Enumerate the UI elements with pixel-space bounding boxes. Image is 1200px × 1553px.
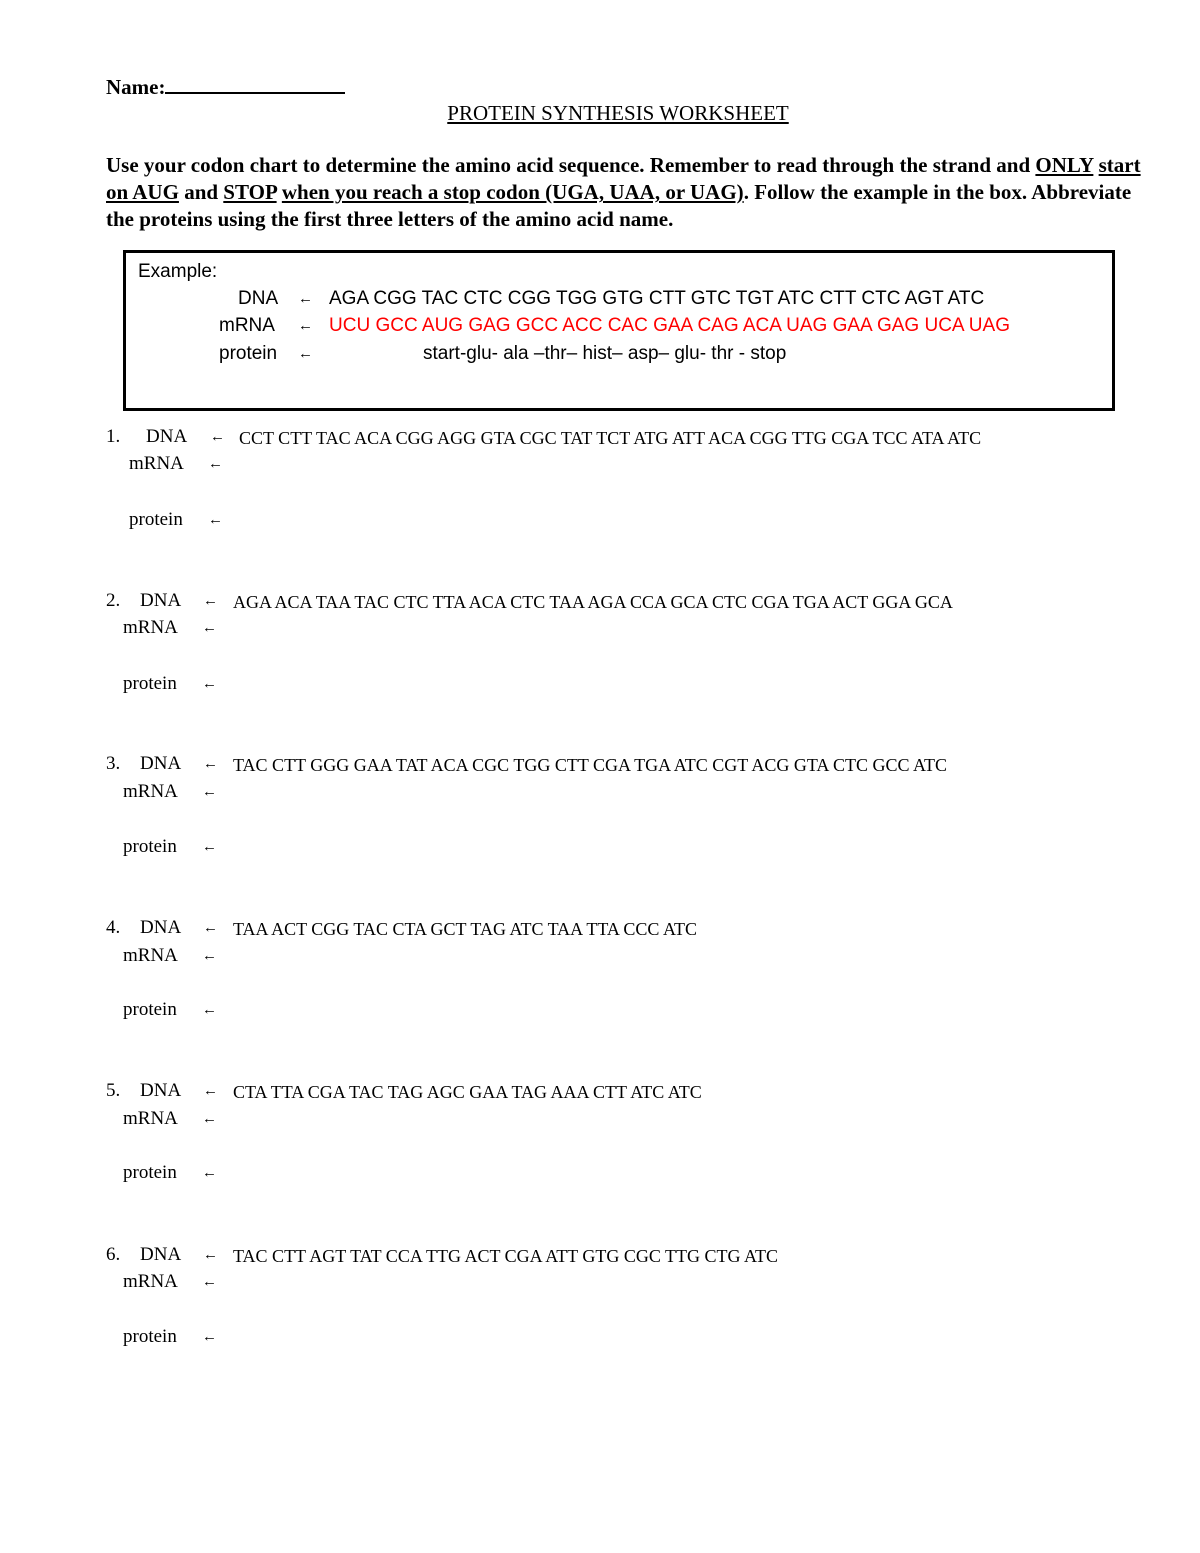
protein-label: protein bbox=[123, 1162, 177, 1183]
arrow-icon: ← bbox=[202, 783, 217, 800]
dna-label: DNA bbox=[140, 753, 182, 774]
question-number: 5. bbox=[106, 1080, 121, 1101]
instructions-text-1: Use your codon chart to determine the amino acid sequence. Remember to read through the strand and bbox=[106, 153, 1036, 177]
arrow-icon: ← bbox=[202, 838, 217, 855]
arrow-icon: ← bbox=[202, 947, 217, 964]
instructions-start-on-aug: start on AUG bbox=[106, 153, 1141, 204]
instructions-text-2: and bbox=[178, 180, 224, 204]
protein-label: protein bbox=[129, 509, 183, 530]
question-number: 4. bbox=[106, 917, 121, 938]
arrow-icon: ← bbox=[202, 1001, 217, 1018]
mrna-label: mRNA bbox=[123, 781, 178, 802]
instructions-stop-codon: when you reach a stop codon (UGA, UAA, or UAG) bbox=[281, 180, 744, 204]
arrow-icon: ← bbox=[202, 1110, 217, 1127]
arrow-icon: ← bbox=[202, 675, 217, 692]
instructions-text-3: . Follow the example in the box. Abbreviate the proteins using the first three letters of the amino acid name. bbox=[106, 180, 1132, 231]
question-number: 6. bbox=[106, 1244, 121, 1265]
arrow-icon: ← bbox=[203, 755, 218, 772]
example-dna-label: DNA bbox=[238, 288, 279, 309]
protein-label: protein bbox=[123, 836, 177, 857]
dna-sequence: AGA ACA TAA TAC CTC TTA ACA CTC TAA AGA CCA GCA CTC CGA TGA ACT GGA GCA bbox=[233, 592, 953, 612]
mrna-label: mRNA bbox=[123, 1271, 178, 1292]
question-number: 2. bbox=[106, 590, 121, 611]
arrow-icon: ← bbox=[203, 592, 218, 609]
arrow-icon: ← bbox=[203, 919, 218, 936]
example-dna-sequence: AGA CGG TAC CTC CGG TGG GTG CTT GTC TGT ATC CTT CTC AGT ATC bbox=[329, 288, 985, 309]
protein-label: protein bbox=[123, 1326, 177, 1347]
arrow-icon: ← bbox=[208, 511, 223, 528]
page-title: PROTEIN SYNTHESIS WORKSHEET bbox=[447, 101, 789, 125]
name-field[interactable] bbox=[106, 74, 345, 100]
dna-label: DNA bbox=[140, 1244, 182, 1265]
arrow-icon: ← bbox=[208, 455, 223, 472]
dna-label: DNA bbox=[146, 426, 188, 447]
instructions-only: ONLY bbox=[1035, 153, 1094, 177]
question-number: 1. bbox=[106, 426, 121, 447]
arrow-icon: ← bbox=[202, 619, 217, 636]
example-label: Example: bbox=[138, 261, 218, 282]
protein-label: protein bbox=[123, 673, 177, 694]
example-mrna-label: mRNA bbox=[219, 315, 275, 336]
arrow-icon: ← bbox=[298, 290, 313, 307]
dna-sequence: TAC CTT GGG GAA TAT ACA CGC TGG CTT CGA TGA ATC CGT ACG GTA CTC GCC ATC bbox=[233, 755, 947, 775]
arrow-icon: ← bbox=[298, 317, 313, 334]
arrow-icon: ← bbox=[210, 428, 225, 445]
mrna-label: mRNA bbox=[123, 617, 178, 638]
name-blank-line[interactable] bbox=[165, 74, 345, 94]
name-label: Name: bbox=[106, 75, 166, 99]
dna-sequence: CTA TTA CGA TAC TAG AGC GAA TAG AAA CTT ATC ATC bbox=[233, 1082, 702, 1102]
dna-sequence: TAA ACT CGG TAC CTA GCT TAG ATC TAA TTA CCC ATC bbox=[233, 919, 697, 939]
dna-sequence: TAC CTT AGT TAT CCA TTG ACT CGA ATT GTG CGC TTG CTG ATC bbox=[233, 1246, 779, 1266]
dna-label: DNA bbox=[140, 590, 182, 611]
protein-label: protein bbox=[123, 999, 177, 1020]
arrow-icon: ← bbox=[202, 1273, 217, 1290]
instructions-stop: STOP bbox=[223, 180, 277, 204]
mrna-label: mRNA bbox=[129, 453, 184, 474]
dna-label: DNA bbox=[140, 1080, 182, 1101]
example-mrna-sequence: UCU GCC AUG GAG GCC ACC CAC GAA CAG ACA UAG GAA GAG UCA UAG bbox=[329, 315, 1010, 336]
arrow-icon: ← bbox=[202, 1328, 217, 1345]
arrow-icon: ← bbox=[202, 1164, 217, 1181]
arrow-icon: ← bbox=[298, 345, 313, 362]
question-number: 3. bbox=[106, 753, 121, 774]
arrow-icon: ← bbox=[203, 1246, 218, 1263]
arrow-icon: ← bbox=[203, 1082, 218, 1099]
mrna-label: mRNA bbox=[123, 1108, 178, 1129]
mrna-label: mRNA bbox=[123, 945, 178, 966]
instructions bbox=[106, 152, 1146, 233]
dna-label: DNA bbox=[140, 917, 182, 938]
dna-sequence: CCT CTT TAC ACA CGG AGG GTA CGC TAT TCT ATG ATT ACA CGG TTG CGA TCC ATA ATC bbox=[239, 428, 982, 448]
example-protein-sequence: start-glu- ala –thr– hist– asp– glu- thr - stop bbox=[423, 343, 787, 364]
example-protein-label: protein bbox=[219, 343, 278, 364]
